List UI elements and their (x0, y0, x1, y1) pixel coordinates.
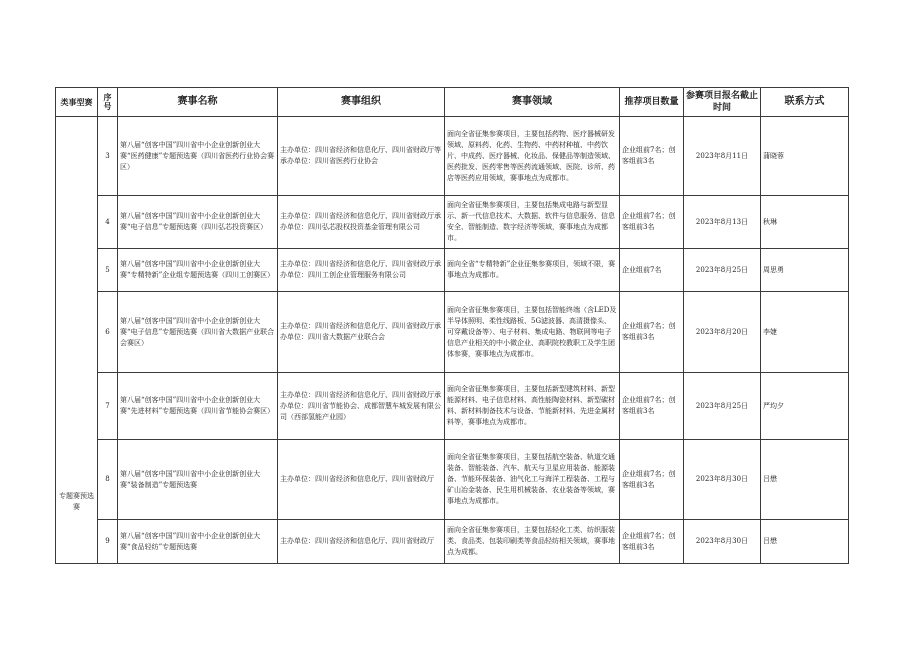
row-org: 主办单位：四川省经济和信息化厅、四川省财政厅承办单位：四川工创企业管理服务有限公司 (278, 249, 445, 292)
row-deadline: 2023年8月11日 (684, 117, 761, 196)
row-org: 主办单位：四川省经济和信息化厅、四川省财政厅 (278, 440, 445, 520)
row-deadline: 2023年8月30日 (684, 520, 761, 564)
row-count: 企业组前7名 (620, 249, 684, 292)
row-count: 企业组前7名；创客组前3名 (620, 440, 684, 520)
row-name: 第八届“创客中国”四川省中小企业创新创业大赛“医药健康”专题预选赛（四川省医药行业协会赛区） (118, 117, 278, 196)
row-count: 企业组前7名；创客组前3名 (620, 292, 684, 373)
row-field: 面向全省征集参赛项目，主要包括新型建筑材料、新型能源材料、电子信息材料、高性能陶瓷材料、新型碳材料、新材料制备技术与设备、节能新材料、先进金属材料等，赛事地点为成都市。 (445, 373, 620, 440)
row-contact: 蒲晓蓉 (761, 117, 849, 196)
row-contact: 秋琳 (761, 196, 849, 249)
row-contact: 周思勇 (761, 249, 849, 292)
row-seq: 3 (98, 117, 118, 196)
table-row (56, 292, 849, 373)
row-seq: 6 (98, 292, 118, 373)
header-org: 赛事组织 (278, 88, 445, 117)
competition-table (55, 87, 849, 564)
table-row (56, 440, 849, 520)
row-name: 第八届“创客中国”四川省中小企业创新创业大赛“电子信息”专题预选赛（四川弘芯投资赛区） (118, 196, 278, 249)
table-row (56, 196, 849, 249)
header-seq: 序号 (98, 88, 118, 117)
row-count: 企业组前7名；创客组前3名 (620, 520, 684, 564)
row-deadline: 2023年8月13日 (684, 196, 761, 249)
row-contact: 李婕 (761, 292, 849, 373)
row-name: 第八届“创客中国”四川省中小企业创新创业大赛“装备制造”专题预选赛 (118, 440, 278, 520)
header-row (56, 88, 849, 117)
row-deadline: 2023年8月25日 (684, 373, 761, 440)
row-count: 企业组前7名；创客组前3名 (620, 373, 684, 440)
row-name: 第八届“创客中国”四川省中小企业创新创业大赛“先进材料”专题预选赛（四川省节能协会赛区） (118, 373, 278, 440)
header-name: 赛事名称 (118, 88, 278, 117)
row-org: 主办单位：四川省经济和信息化厅、四川省财政厅承办单位：四川弘芯股权投资基金管理有限公司 (278, 196, 445, 249)
row-deadline: 2023年8月20日 (684, 292, 761, 373)
type-cell (56, 117, 98, 564)
header-count: 推荐项目数量 (620, 88, 684, 117)
row-org: 主办单位：四川省经济和信息化厅、四川省财政厅 (278, 520, 445, 564)
row-contact: 吕懋 (761, 520, 849, 564)
table-row (56, 520, 849, 564)
header-deadline: 参赛项目报名截止时间 (684, 88, 761, 117)
table-row (56, 373, 849, 440)
row-name: 第八届“创客中国”四川省中小企业创新创业大赛“食品轻纺”专题预选赛 (118, 520, 278, 564)
row-count: 企业组前7名；创客组前3名 (620, 117, 684, 196)
row-field: 面向全省征集参赛项目，主要包括药物、医疗器械研发领域、原料药、化药、生物药、中药材种植、中药饮片、中成药、医疗器械、化妆品、保健品等制造领域、医药批发、医药零售等医药流通领域、医院、诊所、药店等医药应用领域，赛事地点为成都市。 (445, 117, 620, 196)
row-seq: 8 (98, 440, 118, 520)
header-type: 类事型赛 (56, 88, 98, 117)
header-contact: 联系方式 (761, 88, 849, 117)
table-row (56, 249, 849, 292)
row-seq: 7 (98, 373, 118, 440)
row-deadline: 2023年8月25日 (684, 249, 761, 292)
row-seq: 5 (98, 249, 118, 292)
row-field: 面向全省征集参赛项目，主要包括航空装备、轨道交通装备、智能装备、汽车、航天与卫星应用装备、能源装备、节能环保装备、油气化工与海洋工程装备、工程与矿山冶金装备、民生用机械装备、农业装备等领域，赛事地点为成都市。 (445, 440, 620, 520)
type-label: 专题赛预选赛 (59, 492, 94, 511)
table-row (56, 117, 849, 196)
row-field: 面向全省征集参赛项目，主要包括智能终端（含LED及半导体照明、柔性线路板、5G滤波器、高清摄像头、可穿戴设备等）、电子材料、集成电路、物联网等电子信息产业相关的中小微企业、高职院校教职工及学生团体参赛，赛事地点为成都市。 (445, 292, 620, 373)
row-field: 面向全省征集参赛项目，主要包括集成电路与新型显示、新一代信息技术、大数据、软件与信息服务、信息安全、智能制造、数字经济等领域，赛事地点为成都市。 (445, 196, 620, 249)
row-contact: 吕懋 (761, 440, 849, 520)
row-name: 第八届“创客中国”四川省中小企业创新创业大赛“电子信息”专题预选赛（四川省大数据产业联合会赛区） (118, 292, 278, 373)
row-count: 企业组前7名；创客组前3名 (620, 196, 684, 249)
row-seq: 4 (98, 196, 118, 249)
row-seq: 9 (98, 520, 118, 564)
row-org: 主办单位：四川省经济和信息化厅、四川省财政厅等承办单位：四川省医药行业协会 (278, 117, 445, 196)
row-org: 主办单位：四川省经济和信息化厅、四川省财政厅承办单位：四川省节能协会、成都智慧车城发展有限公司（西部氢能产业园） (278, 373, 445, 440)
header-field: 赛事领域 (445, 88, 620, 117)
row-name: 第八届“创客中国”四川省中小企业创新创业大赛“专精特新”企业组专题预选赛（四川工创赛区） (118, 249, 278, 292)
row-org: 主办单位：四川省经济和信息化厅、四川省财政厅承办单位：四川省大数据产业联合会 (278, 292, 445, 373)
row-deadline: 2023年8月30日 (684, 440, 761, 520)
row-field: 面向全省“专精特新”企业征集参赛项目，领域不限，赛事地点为成都市。 (445, 249, 620, 292)
row-contact: 严均夕 (761, 373, 849, 440)
row-field: 面向全省征集参赛项目，主要包括轻化工类、纺织服装类、食品类、包装印刷类等食品轻纺相关领域，赛事地点为成都。 (445, 520, 620, 564)
